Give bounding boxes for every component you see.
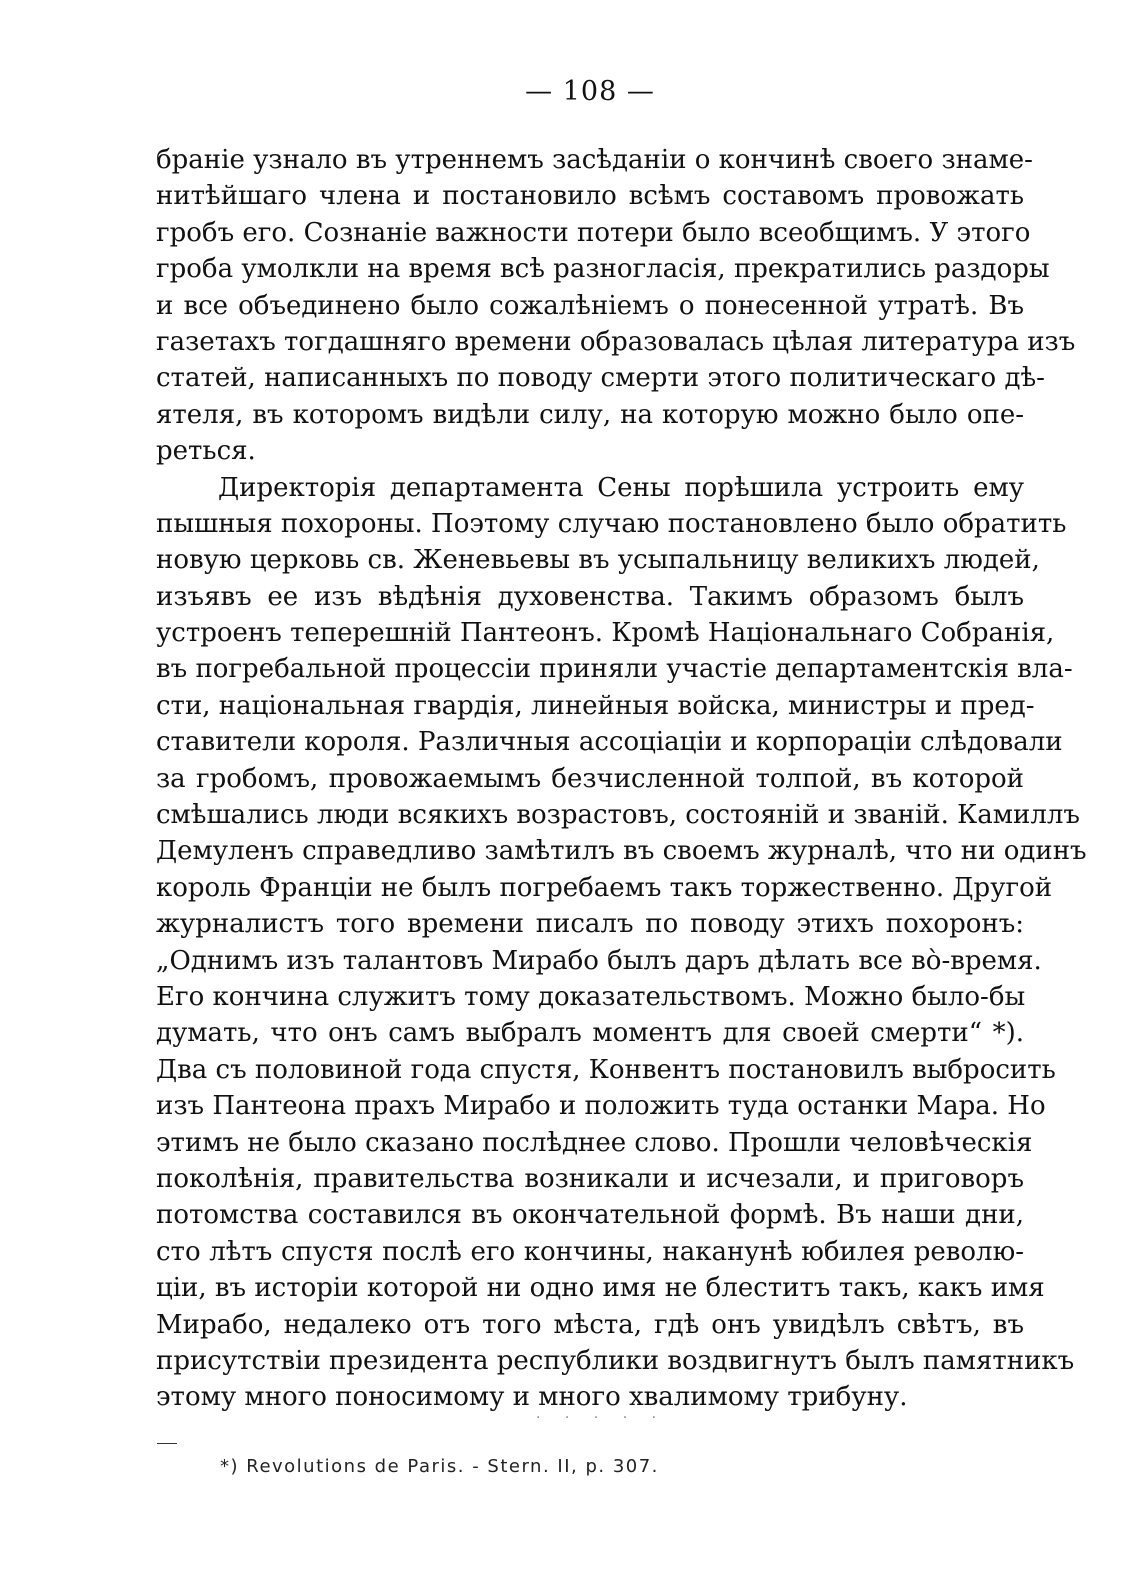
text-line: Его кончина служитъ тому доказательствомъ. Можно было-бы bbox=[156, 981, 1026, 1012]
text-line: Директорія департамента Сены порѣшила устроить ему bbox=[218, 472, 1024, 503]
text-line: реться. bbox=[156, 436, 256, 467]
text-line: за гробомъ, провожаемымъ безчисленной толпой, въ которой bbox=[156, 763, 1024, 794]
text-line: „Однимъ изъ талантовъ Мирабо былъ даръ дѣлать все во̀-время. bbox=[156, 945, 1042, 976]
text-line: нитѣйшаго члена и постановило всѣмъ составомъ провожать bbox=[156, 181, 1024, 212]
text-line: Два съ половиной года спустя, Конвентъ постановилъ выбросить bbox=[156, 1054, 1056, 1085]
text-line: ятеля, въ которомъ видѣли силу, на которую можно было опе- bbox=[156, 399, 1024, 430]
text-line: въ погребальной процессіи приняли участіе департаментскія вла- bbox=[156, 654, 1073, 685]
text-line: этому много поносимому и много хвалимому трибуну. bbox=[156, 1382, 908, 1413]
text-line: сто лѣтъ спустя послѣ его кончины, наканунѣ юбилея револю- bbox=[156, 1236, 1024, 1267]
footnote: *) Revolutions de Paris. - Stern. II, p. 307. bbox=[220, 1456, 659, 1477]
text-line: статей, написанныхъ по поводу смерти этого политическаго дѣ- bbox=[156, 363, 1045, 394]
text-line: ціи, въ исторіи которой ни одно имя не блеститъ такъ, какъ имя bbox=[156, 1273, 1045, 1304]
text-line: браніе узнало въ утреннемъ засѣданіи о кончинѣ своего знаме- bbox=[156, 145, 1033, 175]
body-text bbox=[156, 142, 1087, 1416]
text-line: поколѣнія, правительства возникали и исчезали, и приговоръ bbox=[156, 1163, 1024, 1194]
text-line: смѣшались люди всякихъ возрастовъ, состояній и званій. Камиллъ bbox=[156, 800, 1080, 831]
text-line: изъявъ ее изъ вѣдѣнія духовенства. Такимъ образомъ былъ bbox=[156, 581, 1024, 612]
footnote-rule bbox=[157, 1443, 177, 1444]
text-line: сти, національная гвардія, линейныя войска, министры и пред- bbox=[156, 690, 1035, 721]
text-line: потомства составился въ окончательной формѣ. Въ наши дни, bbox=[156, 1200, 1024, 1231]
text-line: Мирабо, недалеко отъ того мѣста, гдѣ онъ увидѣлъ свѣтъ, въ bbox=[156, 1309, 1024, 1340]
text-line: журналистъ того времени писалъ по поводу этихъ похоронъ: bbox=[156, 909, 1024, 940]
section-end-mark: · · · · · bbox=[536, 1410, 667, 1426]
text-line: присутствіи президента республики воздвигнутъ былъ памятникъ bbox=[156, 1345, 1075, 1376]
text-line: пышныя похороны. Поэтому случаю постановлено было обратить bbox=[156, 508, 1067, 539]
text-line: изъ Пантеона прахъ Мирабо и положить туда останки Мара. Но bbox=[156, 1091, 1046, 1122]
text-line: и все объединено было сожалѣніемъ о понесенной утратѣ. Въ bbox=[156, 290, 1024, 321]
text-line: Демуленъ справедливо замѣтилъ въ своемъ журналѣ, что ни одинъ bbox=[156, 836, 1087, 867]
text-line: новую церковь св. Женевьевы въ усыпальницу великихъ людей, bbox=[156, 545, 1040, 576]
text-line: устроенъ теперешній Пантеонъ. Кромѣ Національнаго Собранія, bbox=[156, 618, 1055, 649]
page-number: — 108 — bbox=[525, 76, 655, 107]
text-line: думать, что онъ самъ выбралъ моментъ для своей смерти“ *). bbox=[156, 1018, 1024, 1049]
text-line: газетахъ тогдашняго времени образовалась цѣлая литература изъ bbox=[156, 326, 1076, 357]
text-line: гроба умолкли на время всѣ разногласія, прекратились раздоры bbox=[156, 254, 1050, 285]
text-line: гробъ его. Сознаніе важности потери было всеобщимъ. У этого bbox=[156, 217, 1031, 248]
text-line: этимъ не было сказано послѣднее слово. Прошли человѣческія bbox=[156, 1127, 1033, 1158]
text-line: король Франціи не былъ погребаемъ такъ торжественно. Другой bbox=[156, 872, 1053, 903]
text-line: ставители короля. Различныя ассоціаціи и корпораціи слѣдовали bbox=[156, 727, 1063, 758]
